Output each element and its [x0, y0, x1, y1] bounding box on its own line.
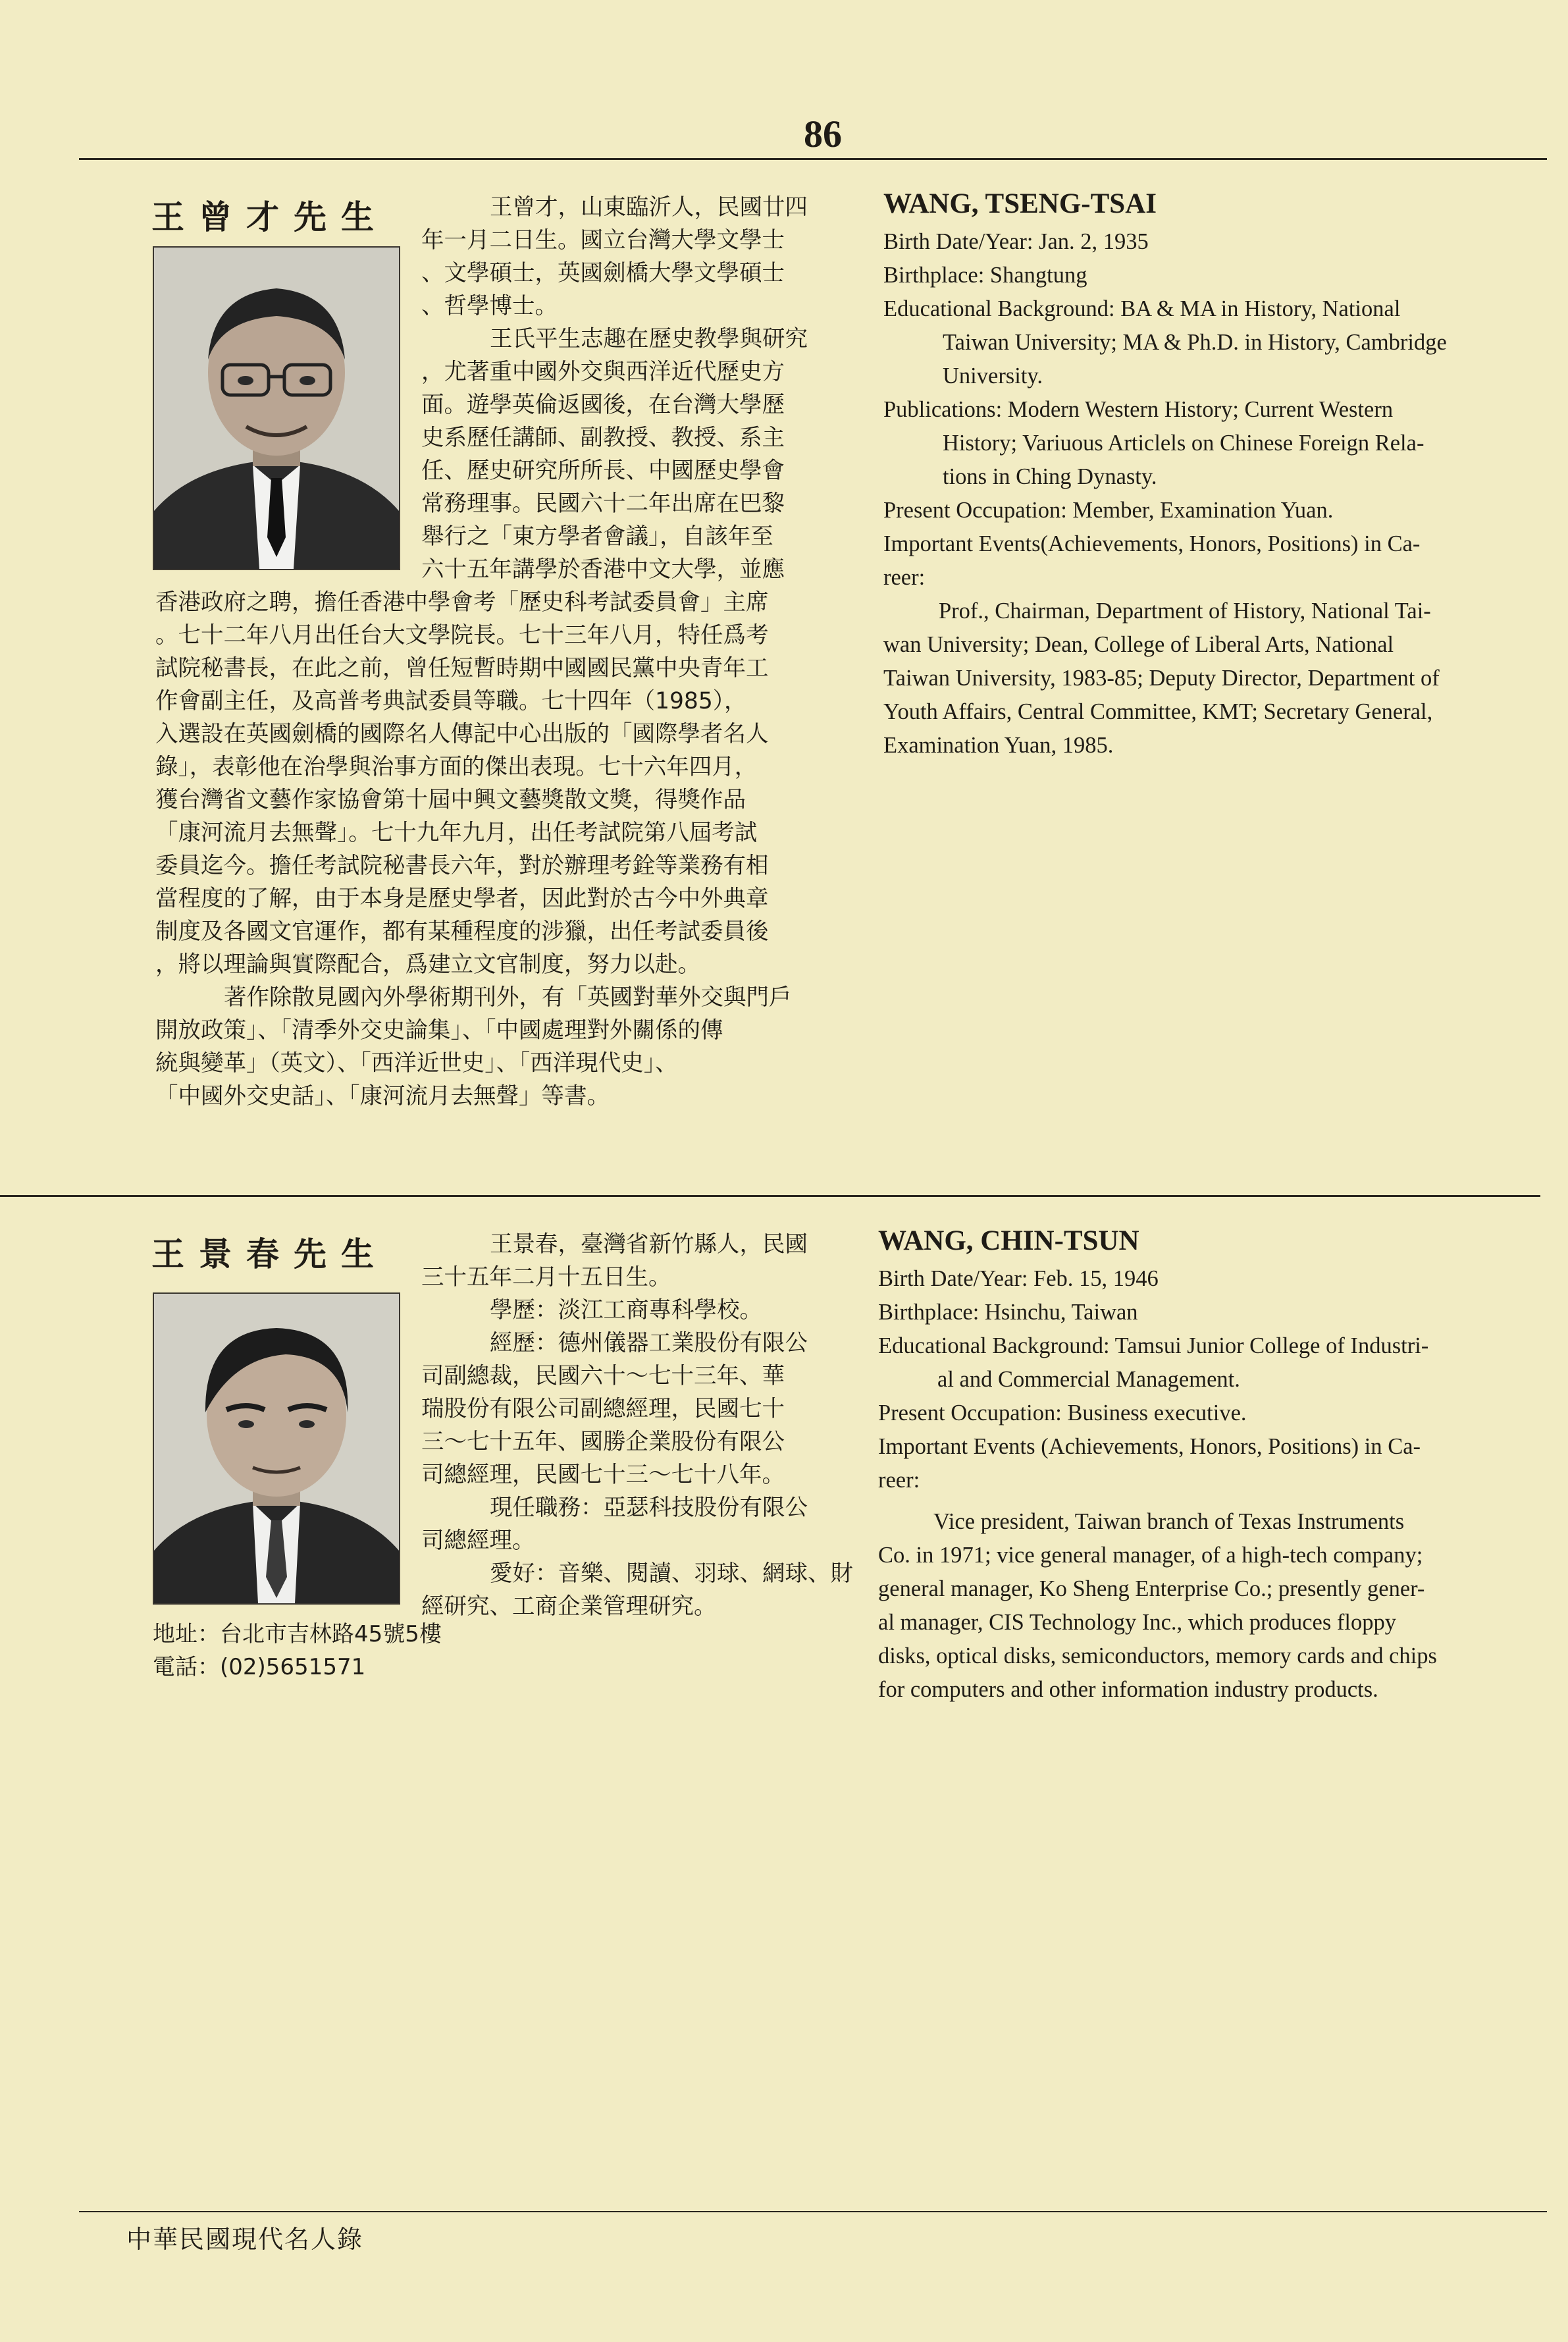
bio-en-line: Vice president, Taiwan branch of Texas Instruments — [933, 1509, 1405, 1534]
bio-zh-line: 司總經理。 — [421, 1528, 535, 1554]
bio-en-line: History; Variuous Articlels on Chinese Foreign Rela- — [943, 431, 1424, 456]
bio-en-column — [878, 1223, 1536, 1707]
bio-zh-line: 「康河流月去無聲」。七十九年九月，出任考試院第八屆考試 — [155, 820, 758, 846]
entry-name-en: WANG, CHIN-TSUN — [878, 1225, 1139, 1256]
bottom-rule — [79, 2211, 1547, 2212]
bio-zh-column — [421, 191, 808, 586]
bio-zh-line: 愛好：音樂、閱讀、羽球、網球、財 — [490, 1560, 853, 1587]
bio-zh-line: 王景春，臺灣省新竹縣人，民國 — [490, 1231, 808, 1258]
entry-wang-chin-tsun — [0, 1215, 1568, 2005]
bio-en-line: Examination Yuan, 1985. — [883, 733, 1114, 758]
page-number: 86 — [804, 113, 842, 155]
bio-en-line: for computers and other information industry products. — [878, 1677, 1378, 1702]
bio-en-line: Taiwan University, 1983-85; Deputy Director, Department of — [883, 666, 1440, 691]
contact-block — [153, 1618, 442, 1684]
entry-name-zh: 王曾才先生 — [151, 198, 388, 236]
entry-name-zh: 王景春先生 — [151, 1235, 388, 1273]
bio-en-line: tions in Ching Dynasty. — [943, 464, 1157, 489]
bio-zh-line: ，將以理論與實際配合，爲建立文官制度，努力以赴。 — [155, 951, 700, 978]
bio-zh-line: 制度及各國文官運作，都有某種程度的涉獵，出任考試委員後 — [155, 918, 769, 945]
bio-en-line: Birthplace: Shangtung — [883, 263, 1087, 288]
bio-en-line: reer: — [883, 565, 926, 590]
bio-zh-line: 王氏平生志趣在歷史教學與研究 — [490, 326, 808, 352]
bio-en-line: Important Events (Achievements, Honors, Positions) in Ca- — [878, 1434, 1421, 1459]
bio-en-line: Youth Affairs, Central Committee, KMT; Secretary General, — [883, 699, 1433, 724]
bio-zh-line: 開放政策」、「清季外交史論集」、「中國處理對外關係的傳 — [155, 1017, 723, 1044]
bio-en-line: al manager, CIS Technology Inc., which produces floppy — [878, 1610, 1396, 1635]
bio-en-line: Birth Date/Year: Feb. 15, 1946 — [878, 1266, 1159, 1291]
bio-en-line: Present Occupation: Business executive. — [878, 1400, 1247, 1425]
bio-en-line: Prof., Chairman, Department of History, National Tai- — [939, 599, 1431, 624]
bio-en-line: Important Events(Achievements, Honors, Positions) in Ca- — [883, 531, 1421, 556]
bio-zh-line: 作會副主任，及高普考典試委員等職。七十四年（1985）， — [155, 688, 747, 714]
bio-zh-line: 六十五年講學於香港中文大學，並應 — [421, 556, 785, 583]
bio-en-line: wan University; Dean, College of Liberal Arts, National — [883, 632, 1394, 657]
bio-zh-line: 現任職務：亞瑟科技股份有限公 — [490, 1495, 808, 1521]
bio-en-column — [883, 186, 1542, 762]
address-text: 地址：台北市吉林路45號5樓 — [153, 1621, 442, 1647]
bio-zh-line: 獲台灣省文藝作家協會第十屆中興文藝獎散文獎，得獎作品 — [155, 787, 746, 813]
bio-zh-line: 著作除散見國內外學術期刊外，有「英國對華外交與門戶 — [224, 984, 792, 1011]
bio-zh-line: 。七十二年八月出任台大文學院長。七十三年八月，特任爲考 — [155, 622, 769, 649]
bio-zh-line: 三十五年二月十五日生。 — [421, 1264, 671, 1291]
portrait-photo — [153, 1292, 400, 1605]
bio-zh-full-width — [155, 586, 792, 1113]
bio-zh-line: 任、歷史研究所所長、中國歷史學會 — [421, 458, 785, 484]
bio-zh-line: 司總經理，民國七十三～七十八年。 — [421, 1462, 785, 1488]
bio-zh-line: 試院秘書長，在此之前，曾任短暫時期中國國民黨中央青年工 — [155, 655, 769, 681]
bio-en-line: disks, optical disks, semiconductors, memory cards and chips — [878, 1643, 1437, 1668]
bio-en-line: Publications: Modern Western History; Current Western — [883, 397, 1394, 422]
bio-zh-line: 常務理事。民國六十二年出席在巴黎 — [421, 491, 785, 517]
section-divider — [0, 1195, 1540, 1197]
bio-en-line: Present Occupation: Member, Examination Yuan. — [883, 498, 1334, 523]
bio-en-line: Taiwan University; MA & Ph.D. in History, Cambridge — [943, 330, 1447, 355]
bio-en-line: Birthplace: Hsinchu, Taiwan — [878, 1300, 1138, 1325]
bio-zh-line: 、哲學博士。 — [421, 293, 558, 319]
portrait-illustration — [154, 1294, 399, 1603]
bio-en-line: al and Commercial Management. — [937, 1367, 1240, 1392]
entry-wang-tseng-tsai — [0, 178, 1568, 1165]
bio-zh-line: 入選設在英國劍橋的國際名人傳記中心出版的「國際學者名人 — [155, 721, 769, 747]
portrait-illustration — [154, 248, 399, 569]
bio-zh-line: 司副總裁，民國六十～七十三年、華 — [421, 1363, 785, 1389]
bio-zh-line: 學歷：淡江工商專科學校。 — [490, 1297, 762, 1323]
bio-zh-line: 王曾才，山東臨沂人，民國廿四 — [490, 194, 808, 221]
bio-zh-line: 瑞股份有限公司副總經理，民國七十 — [421, 1396, 785, 1422]
top-rule — [79, 158, 1547, 160]
bio-zh-line: 委員迄今。擔任考試院秘書長六年，對於辦理考銓等業務有相 — [155, 853, 769, 879]
bio-zh-line: 史系歷任講師、副教授、教授、系主 — [421, 425, 785, 451]
bio-zh-line: 三～七十五年、國勝企業股份有限公 — [421, 1429, 785, 1455]
bio-zh-line: 統與變革」（英文）、「西洋近世史」、「西洋現代史」、 — [155, 1050, 678, 1077]
bio-en-line: Co. in 1971; vice general manager, of a high-tech company; — [878, 1543, 1423, 1568]
bio-zh-line: 舉行之「東方學者會議」，自該年至 — [421, 523, 773, 550]
bio-en-line: Educational Background: Tamsui Junior College of Industri- — [878, 1333, 1429, 1358]
bio-en-line: University. — [943, 363, 1043, 388]
bio-zh-line: 「中國外交史話」、「康河流月去無聲」等書。 — [155, 1083, 610, 1109]
bio-zh-column — [421, 1228, 853, 1623]
bio-en-line: Educational Background: BA & MA in History, National — [883, 296, 1401, 321]
footer-book-title: 中華民國現代名人錄 — [126, 2225, 364, 2254]
entry-name-en: WANG, TSENG-TSAI — [883, 188, 1157, 219]
bio-zh-line: 經歷：德州儀器工業股份有限公 — [490, 1330, 808, 1356]
bio-en-line: reer: — [878, 1468, 920, 1493]
bio-zh-line: ，尤著重中國外交與西洋近代歷史方 — [421, 359, 785, 385]
bio-zh-line: 當程度的了解，由于本身是歷史學者，因此對於古今中外典章 — [155, 886, 769, 912]
phone-text: 電話：(02)5651571 — [153, 1654, 366, 1680]
bio-zh-line: 年一月二日生。國立台灣大學文學士 — [421, 227, 785, 253]
bio-zh-line: 經研究、工商企業管理研究。 — [421, 1593, 717, 1620]
portrait-photo — [153, 246, 400, 570]
bio-zh-line: 、文學碩士，英國劍橋大學文學碩士 — [421, 260, 785, 286]
bio-en-line: Birth Date/Year: Jan. 2, 1935 — [883, 229, 1149, 254]
bio-zh-line: 錄」，表彰他在治學與治事方面的傑出表現。七十六年四月， — [155, 754, 758, 780]
bio-zh-line: 面。遊學英倫返國後，在台灣大學歷 — [421, 392, 785, 418]
bio-zh-line: 香港政府之聘，擔任香港中學會考「歷史科考試委員會」主席 — [155, 589, 769, 616]
bio-en-line: general manager, Ko Sheng Enterprise Co.; presently gener- — [878, 1576, 1425, 1601]
